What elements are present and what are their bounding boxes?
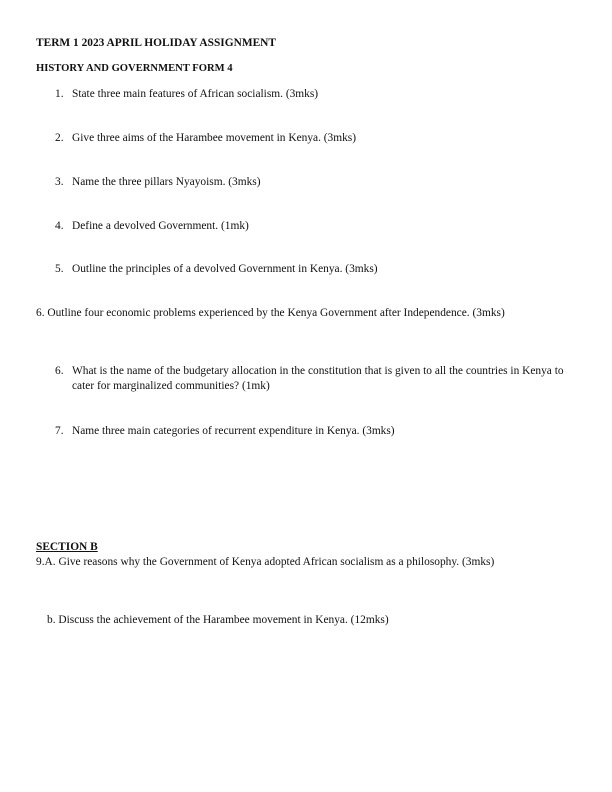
question-9a: 9.A. Give reasons why the Government of Kenya adopted African socialism as a philosophy. (3mks) (36, 556, 495, 568)
question-text: Give three aims of the Harambee movement in Kenya. (3mks) (72, 132, 357, 144)
subject-heading: HISTORY AND GOVERNMENT FORM 4 (36, 63, 233, 74)
question-number: 1. (55, 88, 64, 100)
document-title: TERM 1 2023 APRIL HOLIDAY ASSIGNMENT (36, 37, 276, 49)
question-text: Name three main categories of recurrent expenditure in Kenya. (3mks) (72, 425, 395, 437)
question-number: 4. (55, 220, 64, 232)
question-text-line-1: What is the name of the budgetary allocation in the constitution that is given to all the countries in Kenya to (72, 365, 564, 377)
question-number: 5. (55, 263, 64, 275)
question-6-budgetary-allocation (0, 364, 612, 394)
section-b-heading: SECTION B (36, 541, 98, 553)
question-number: 2. (55, 132, 64, 144)
question-text: Outline the principles of a devolved Government in Kenya. (3mks) (72, 263, 378, 275)
question-6-economic-problems: 6. Outline four economic problems experienced by the Kenya Government after Independence. (3mks) (36, 307, 505, 319)
question-text: Define a devolved Government. (1mk) (72, 220, 249, 232)
question-text: State three main features of African socialism. (3mks) (72, 88, 319, 100)
question-text: Name the three pillars Nyayoism. (3mks) (72, 176, 261, 188)
question-9b: b. Discuss the achievement of the Harambee movement in Kenya. (12mks) (47, 614, 389, 626)
question-number: 3. (55, 176, 64, 188)
question-number: 7. (55, 425, 64, 437)
question-number: 6. (55, 365, 64, 377)
question-text-line-2: cater for marginalized communities? (1mk) (72, 380, 270, 392)
